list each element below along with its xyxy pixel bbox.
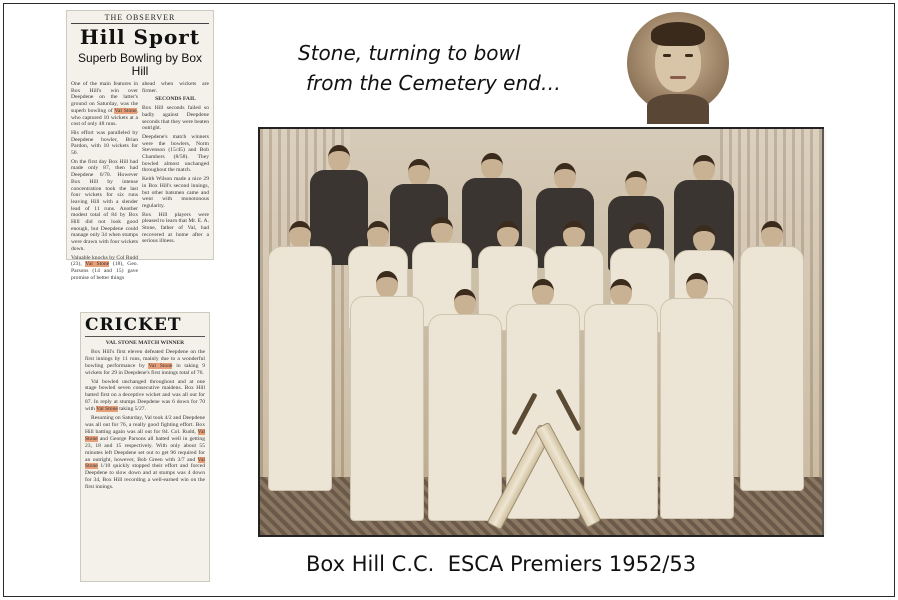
clipping-paragraph: One of the main features in Box Hill's win over Deepdene on the latter's ground on Saturday, was the superb bowling of Val Stone, who captured 10 wickets at a cost of only 48 runs. (71, 81, 138, 128)
newspaper-clipping-cricket (80, 312, 210, 582)
clipping-paragraph: Box Hill players were pleased to learn that Mr. E. A. Stone, father of Val, had recovered at home after a serious illness. (142, 211, 209, 245)
clipping-paragraph: On the first day Box Hill had made only 87, then had Deepdene 6/70. However Box Hill by intense concentration took the last four wickets for six runs leaving Hill with a slender lead of 11 runs. Another modest total of 84 by Box Hill did not look good enough, but Deepdene could manage only 34 when stumps were drawn with four wickets down. (71, 158, 138, 252)
clipping-headline: CRICKET (85, 315, 205, 337)
clipping-column-left (71, 81, 138, 283)
clipping-paragraph: Keith Wilson made a nice 29 in Box Hill's second innings, but other batsmen came and went with monotonous regularity. (142, 176, 209, 209)
clipping-column-right (142, 81, 209, 283)
clipping-paragraph: Val bowled unchanged throughout and at one stage bowled seven consecutive maidens. Box Hill batted first on a deceptive wicket and was all out for 87. In reply at stumps Deepdene was 6 down for 70 with Val Stone taking 5/27. (85, 378, 205, 413)
newspaper-masthead: THE OBSERVER (71, 13, 209, 24)
clipping-subhead: VAL STONE MATCH WINNER (105, 340, 185, 346)
caption-line-2: from the Cemetery end… (306, 71, 561, 95)
player-figure (350, 271, 424, 521)
player-figure (740, 221, 804, 491)
clipping-headline: Hill Sport (79, 25, 201, 49)
team-photo (258, 127, 824, 537)
clipping-subheadline: Superb Bowling by Box Hill (77, 51, 203, 78)
portrait-caption (298, 38, 598, 98)
portrait-photo (627, 12, 729, 114)
clipping-subhead: SECONDS FAIL (155, 96, 196, 103)
clipping-paragraph: Box Hill's first eleven defeated Deepdene on the first innings by 11 runs, mainly due to a wonderful bowling performance by Val Stone in taking 9 wickets for 29 in Deepdene's first innings total of 76. (85, 348, 205, 376)
clipping-paragraph: Valuable knocks by Col Rudd (23), Val Stone (18), Geo. Parsons (14 and 15) gave promise of better things (71, 254, 139, 281)
player-figure (660, 273, 734, 519)
caption-line-1: Stone, turning to bowl (298, 41, 521, 65)
clipping-paragraph: Box Hill seconds failed so badly against Deepdene seconds that they were beaten outright. (142, 105, 209, 132)
player-figure (584, 279, 658, 519)
player-figure (268, 221, 332, 491)
clipping-paragraph: ahead when wickets are firmer. (142, 81, 209, 94)
clipping-paragraph: His effort was paralleled by Deepdene bowler, Brian Pardon, with 10 wickets for 56. (71, 129, 138, 157)
player-figure (428, 289, 502, 521)
clipping-body (85, 340, 205, 491)
clipping-paragraph: Deepdene's match winners were the bowlers, Norm Stevenson (15/45) and Bob Chambers (8/58). They bowled almost unchanged throughout the match. (142, 133, 209, 174)
clipping-paragraph: Resuming on Saturday, Val took 4/2 and Deepdene was all out for 76, a really good fighting effort. Box Hill batting again was all out for 84. Col. Rudd, Val Stone and George Parsons all batted well in getting 23, 18 and 15 respectively. With only about 55 minutes left Deepdene set out to get 96 required for an outright, however, Bob Green with 3/7 and Val Stone 1/10 quickly stopped their effort and forced Deepdene to slow down and at stumps was 4 down for 34, Box Hill recording a well-earned win on the first innings. (85, 415, 205, 491)
team-photo-title: Box Hill C.C. ESCA Premiers 1952/53 (306, 552, 697, 576)
newspaper-clipping-hill-sport (66, 10, 214, 281)
